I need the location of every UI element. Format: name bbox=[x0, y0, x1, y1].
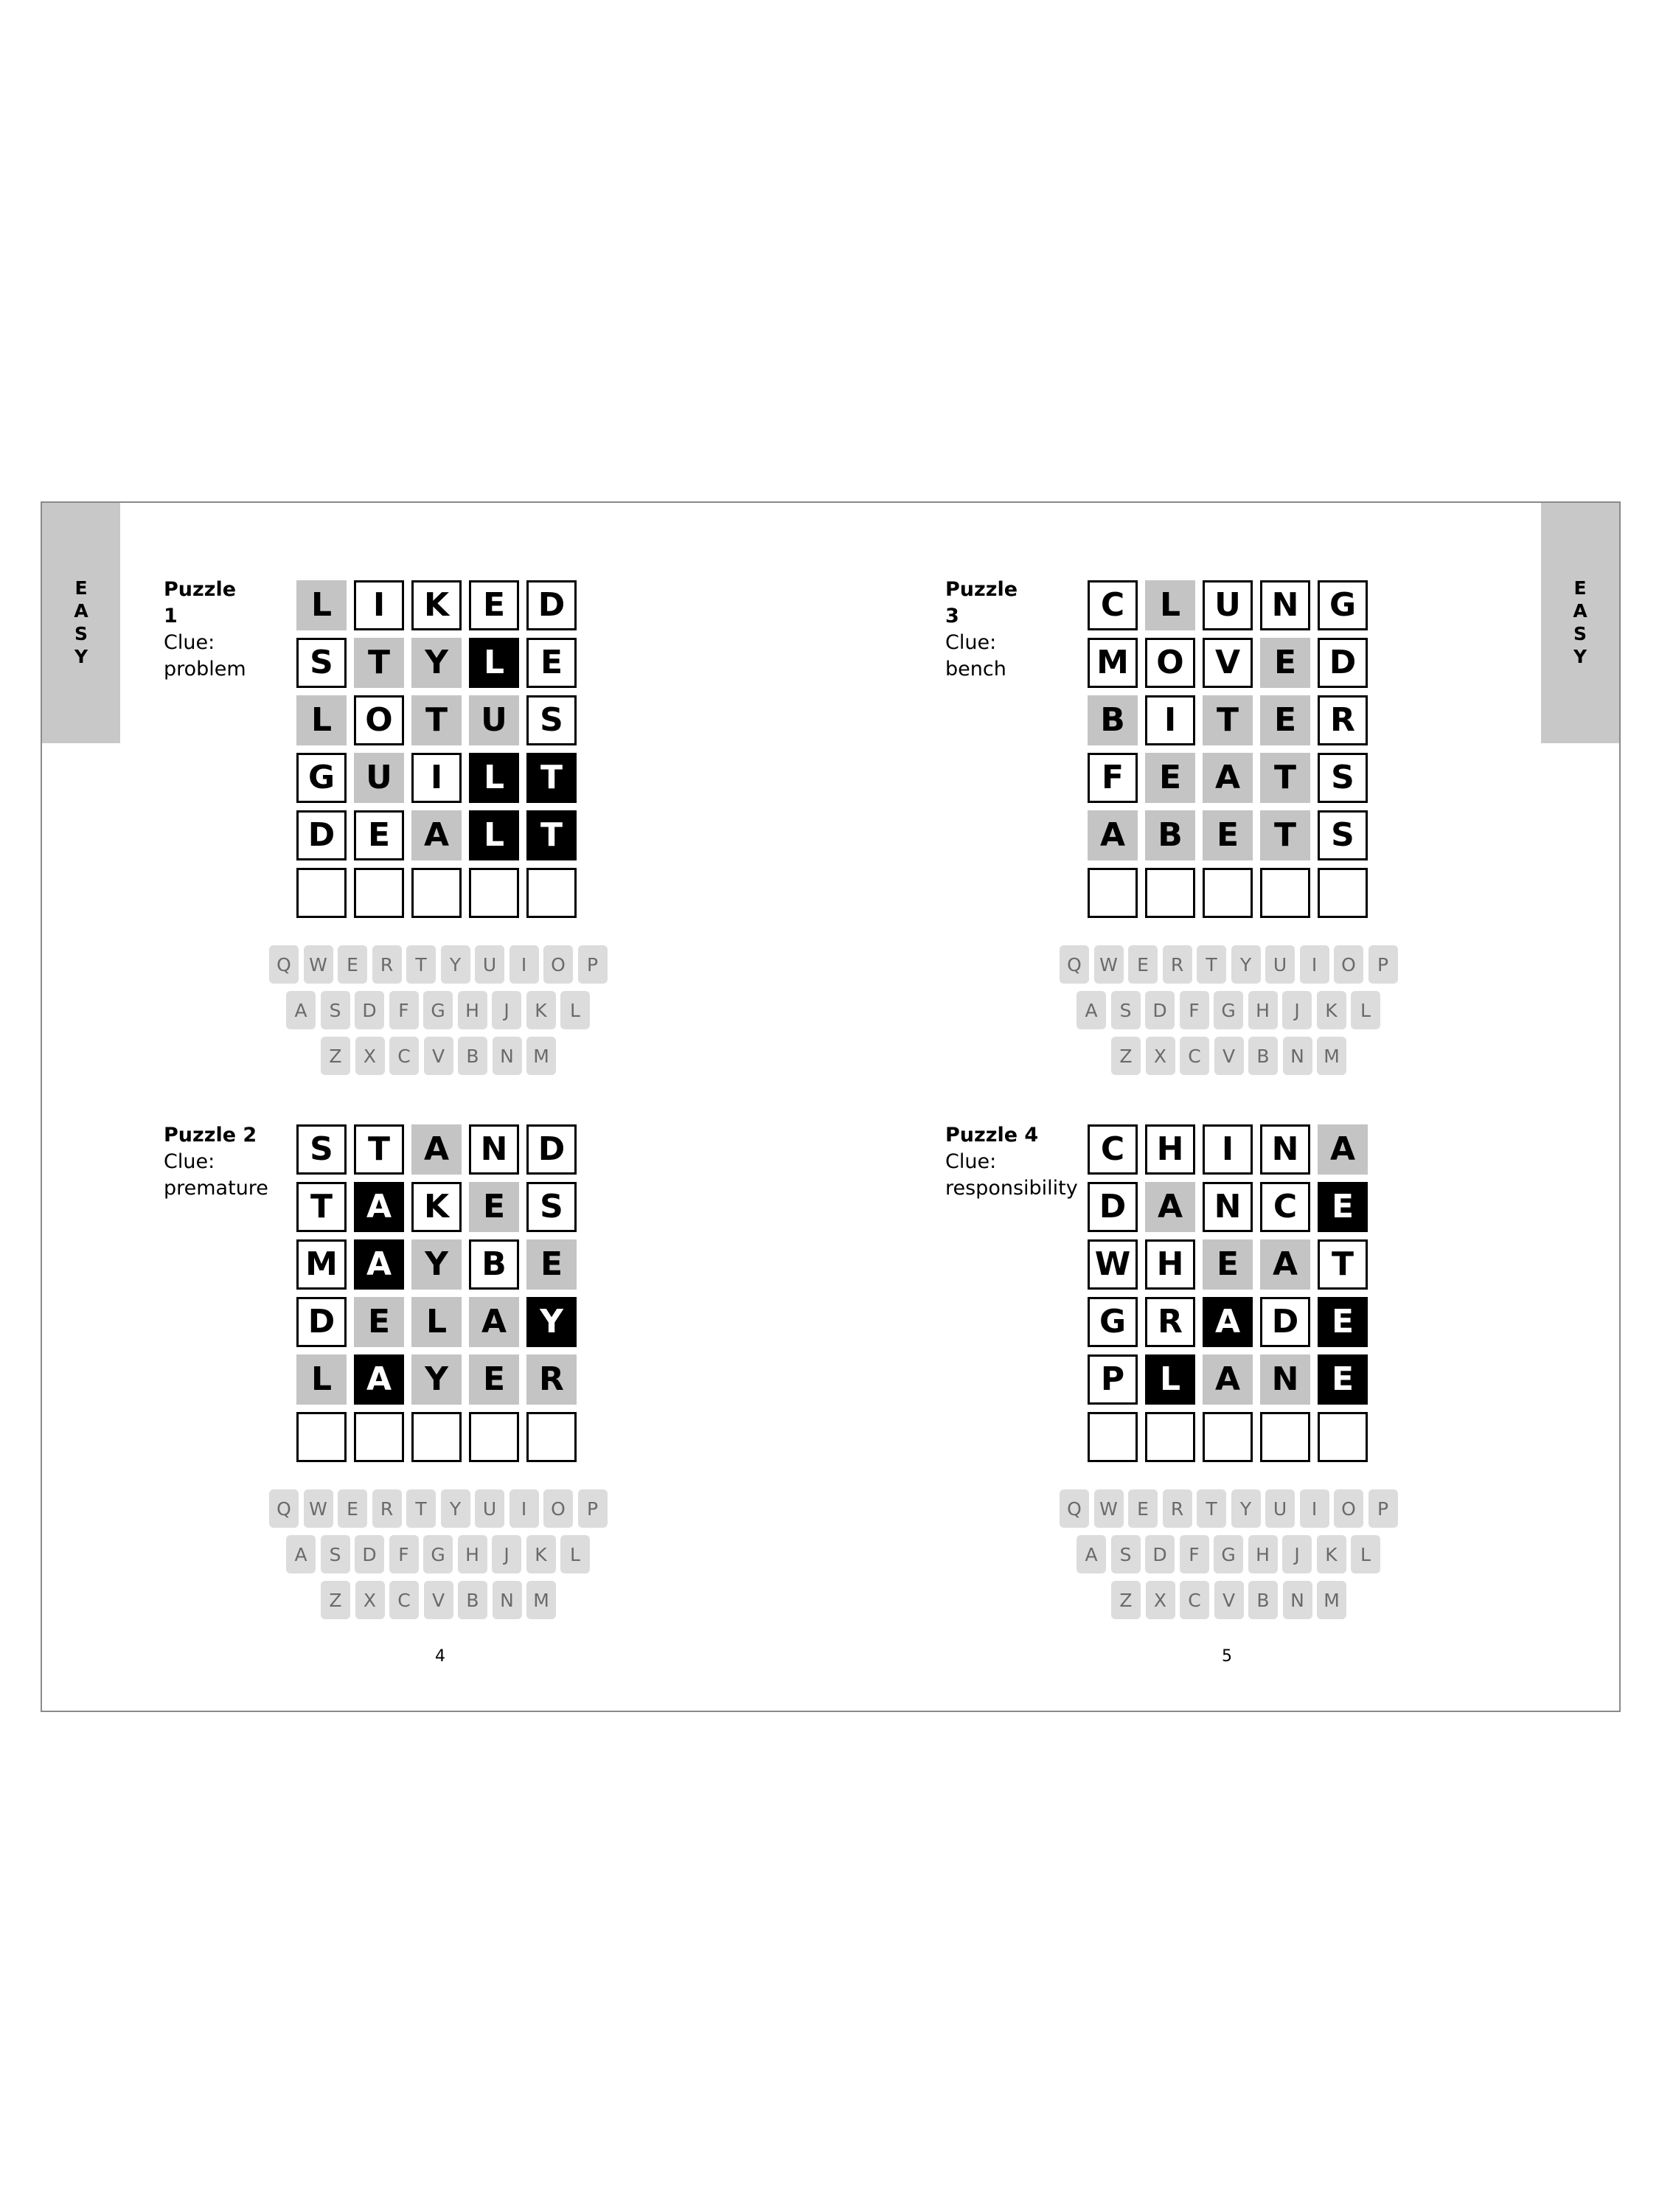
key-b[interactable]: B bbox=[1248, 1037, 1278, 1075]
puzzle-title: Puzzle 4 bbox=[945, 1124, 1039, 1147]
key-n[interactable]: N bbox=[1283, 1037, 1312, 1075]
letter-cell-gray: E bbox=[1260, 638, 1310, 688]
letter-cell-gray: L bbox=[411, 1297, 462, 1347]
letter-cell-white: S bbox=[526, 1182, 577, 1232]
key-f[interactable]: F bbox=[1180, 1535, 1209, 1573]
key-q[interactable]: Q bbox=[1060, 945, 1089, 984]
key-j[interactable]: J bbox=[492, 991, 521, 1029]
letter-cell-white: D bbox=[526, 1124, 577, 1175]
letter-cell-white: I bbox=[1145, 695, 1195, 745]
letter-cell-white: C bbox=[1088, 1124, 1138, 1175]
letter-cell-white: D bbox=[296, 1297, 347, 1347]
book-spread bbox=[41, 501, 1621, 1712]
letter-cell-gray: U bbox=[354, 753, 404, 803]
empty-guess-cell[interactable] bbox=[1088, 1412, 1138, 1462]
key-d[interactable]: D bbox=[355, 991, 384, 1029]
empty-guess-cell[interactable] bbox=[1203, 1412, 1253, 1462]
letter-cell-white: G bbox=[1088, 1297, 1138, 1347]
key-s[interactable]: S bbox=[1111, 1535, 1141, 1573]
empty-guess-cell[interactable] bbox=[1203, 868, 1253, 918]
letter-cell-white: D bbox=[1318, 638, 1368, 688]
letter-cell-white: H bbox=[1145, 1239, 1195, 1290]
key-k[interactable]: K bbox=[1317, 1535, 1346, 1573]
letter-cell-black: A bbox=[354, 1182, 404, 1232]
letter-cell-gray: L bbox=[296, 695, 347, 745]
letter-cell-gray: N bbox=[1260, 1354, 1310, 1405]
key-t[interactable]: T bbox=[406, 945, 436, 984]
key-h[interactable]: H bbox=[458, 991, 487, 1029]
letter-cell-black: E bbox=[1318, 1354, 1368, 1405]
key-b[interactable]: B bbox=[458, 1581, 487, 1619]
empty-guess-cell[interactable] bbox=[1145, 1412, 1195, 1462]
letter-cell-white: N bbox=[469, 1124, 519, 1175]
tab-letter: E bbox=[74, 577, 88, 599]
key-p[interactable]: P bbox=[1368, 1489, 1398, 1528]
empty-guess-cell[interactable] bbox=[1318, 868, 1368, 918]
key-v[interactable]: V bbox=[424, 1037, 453, 1075]
empty-guess-cell[interactable] bbox=[354, 868, 404, 918]
letter-cell-gray: L bbox=[1145, 580, 1195, 630]
empty-guess-cell[interactable] bbox=[1088, 868, 1138, 918]
letter-cell-white: W bbox=[1088, 1239, 1138, 1290]
tab-letter: A bbox=[1573, 600, 1587, 622]
key-r[interactable]: R bbox=[372, 945, 402, 984]
letter-cell-black: T bbox=[526, 810, 577, 860]
key-e[interactable]: E bbox=[1128, 1489, 1158, 1528]
letter-cell-gray: E bbox=[1203, 810, 1253, 860]
key-n[interactable]: N bbox=[1283, 1581, 1312, 1619]
key-m[interactable]: M bbox=[1317, 1581, 1346, 1619]
tab-letter: Y bbox=[1573, 646, 1587, 667]
letter-cell-gray: R bbox=[526, 1354, 577, 1405]
letter-cell-white: O bbox=[1145, 638, 1195, 688]
letter-cell-gray: E bbox=[526, 1239, 577, 1290]
key-z[interactable]: Z bbox=[1111, 1581, 1141, 1619]
letter-cell-gray: A bbox=[1203, 753, 1253, 803]
key-u[interactable]: U bbox=[1265, 1489, 1295, 1528]
letter-cell-gray: T bbox=[354, 638, 404, 688]
letter-cell-white: N bbox=[1203, 1182, 1253, 1232]
letter-cell-white: S bbox=[1318, 810, 1368, 860]
key-s[interactable]: S bbox=[321, 991, 350, 1029]
letter-cell-white: E bbox=[469, 580, 519, 630]
key-w[interactable]: W bbox=[1094, 945, 1124, 984]
key-a[interactable]: A bbox=[1077, 991, 1106, 1029]
puzzle-title: Puzzle 1 bbox=[164, 578, 237, 627]
key-l[interactable]: L bbox=[560, 1535, 590, 1573]
key-r[interactable]: R bbox=[372, 1489, 402, 1528]
letter-cell-gray: A bbox=[411, 1124, 462, 1175]
letter-cell-white: K bbox=[411, 580, 462, 630]
key-k[interactable]: K bbox=[526, 991, 556, 1029]
key-i[interactable]: I bbox=[509, 1489, 539, 1528]
empty-guess-cell[interactable] bbox=[411, 1412, 462, 1462]
puzzle-title: Puzzle 3 bbox=[945, 578, 1018, 627]
key-p[interactable]: P bbox=[578, 1489, 608, 1528]
key-d[interactable]: D bbox=[1145, 991, 1175, 1029]
key-f[interactable]: F bbox=[389, 1535, 419, 1573]
tab-letter: A bbox=[74, 600, 88, 622]
key-j[interactable]: J bbox=[492, 1535, 521, 1573]
key-c[interactable]: C bbox=[389, 1581, 419, 1619]
puzzle-clue: Clue: bench bbox=[945, 631, 1006, 681]
letter-cell-black: A bbox=[1203, 1297, 1253, 1347]
key-o[interactable]: O bbox=[1334, 945, 1363, 984]
key-b[interactable]: B bbox=[1248, 1581, 1278, 1619]
letter-cell-gray: A bbox=[1318, 1124, 1368, 1175]
key-a[interactable]: A bbox=[286, 1535, 316, 1573]
letter-cell-white: G bbox=[296, 753, 347, 803]
key-v[interactable]: V bbox=[1214, 1037, 1244, 1075]
puzzle-label bbox=[945, 1122, 1078, 1202]
letter-cell-white: D bbox=[296, 810, 347, 860]
empty-guess-cell[interactable] bbox=[411, 868, 462, 918]
letter-cell-black: E bbox=[1318, 1297, 1368, 1347]
key-u[interactable]: U bbox=[475, 945, 504, 984]
key-j[interactable]: J bbox=[1282, 1535, 1312, 1573]
key-w[interactable]: W bbox=[304, 945, 333, 984]
puzzle-clue: Clue: responsibility bbox=[945, 1150, 1078, 1200]
key-e[interactable]: E bbox=[338, 945, 367, 984]
letter-cell-gray: E bbox=[1203, 1239, 1253, 1290]
letter-cell-gray: E bbox=[1260, 695, 1310, 745]
key-h[interactable]: H bbox=[1248, 1535, 1278, 1573]
letter-cell-gray: T bbox=[1260, 753, 1310, 803]
key-x[interactable]: X bbox=[355, 1037, 385, 1075]
tab-letter: S bbox=[74, 623, 88, 644]
letter-cell-white: U bbox=[1203, 580, 1253, 630]
letter-cell-white: S bbox=[296, 638, 347, 688]
letter-cell-white: R bbox=[1318, 695, 1368, 745]
letter-cell-white: N bbox=[1260, 1124, 1310, 1175]
letter-cell-gray: E bbox=[469, 1354, 519, 1405]
letter-cell-gray: L bbox=[296, 1354, 347, 1405]
letter-cell-black: L bbox=[1145, 1354, 1195, 1405]
key-l[interactable]: L bbox=[1351, 1535, 1380, 1573]
key-g[interactable]: G bbox=[1214, 991, 1243, 1029]
letter-cell-gray: Y bbox=[411, 1239, 462, 1290]
letter-cell-gray: B bbox=[1145, 810, 1195, 860]
key-h[interactable]: H bbox=[458, 1535, 487, 1573]
letter-cell-black: A bbox=[354, 1354, 404, 1405]
letter-cell-white: T bbox=[296, 1182, 347, 1232]
key-d[interactable]: D bbox=[355, 1535, 384, 1573]
letter-cell-black: T bbox=[526, 753, 577, 803]
key-p[interactable]: P bbox=[578, 945, 608, 984]
key-b[interactable]: B bbox=[458, 1037, 487, 1075]
letter-cell-black: L bbox=[469, 638, 519, 688]
puzzle-label bbox=[945, 577, 1018, 683]
letter-cell-gray: U bbox=[469, 695, 519, 745]
empty-guess-cell[interactable] bbox=[296, 1412, 347, 1462]
key-g[interactable]: G bbox=[423, 991, 453, 1029]
puzzle-clue: Clue: problem bbox=[164, 631, 246, 681]
letter-cell-white: V bbox=[1203, 638, 1253, 688]
empty-guess-cell[interactable] bbox=[526, 868, 577, 918]
key-t[interactable]: T bbox=[1197, 945, 1226, 984]
key-y[interactable]: Y bbox=[1231, 945, 1261, 984]
letter-cell-white: C bbox=[1088, 580, 1138, 630]
tab-letter: E bbox=[1573, 577, 1587, 599]
key-e[interactable]: E bbox=[1128, 945, 1158, 984]
puzzle-title: Puzzle 2 bbox=[164, 1124, 257, 1147]
letter-cell-white: D bbox=[526, 580, 577, 630]
difficulty-tab-left bbox=[42, 503, 120, 743]
key-j[interactable]: J bbox=[1282, 991, 1312, 1029]
letter-cell-white: B bbox=[469, 1239, 519, 1290]
key-l[interactable]: L bbox=[1351, 991, 1380, 1029]
letter-cell-white: M bbox=[296, 1239, 347, 1290]
tab-letter: Y bbox=[74, 646, 88, 667]
key-s[interactable]: S bbox=[1111, 991, 1141, 1029]
letter-cell-white: I bbox=[411, 753, 462, 803]
empty-guess-cell[interactable] bbox=[1318, 1412, 1368, 1462]
letter-cell-gray: A bbox=[1145, 1182, 1195, 1232]
key-h[interactable]: H bbox=[1248, 991, 1278, 1029]
letter-cell-white: D bbox=[1088, 1182, 1138, 1232]
key-z[interactable]: Z bbox=[321, 1581, 350, 1619]
key-i[interactable]: I bbox=[1300, 945, 1329, 984]
key-c[interactable]: C bbox=[1180, 1037, 1209, 1075]
key-o[interactable]: O bbox=[543, 1489, 573, 1528]
empty-guess-cell[interactable] bbox=[296, 868, 347, 918]
letter-cell-gray: A bbox=[411, 810, 462, 860]
letter-cell-white: I bbox=[354, 580, 404, 630]
letter-cell-white: M bbox=[1088, 638, 1138, 688]
letter-cell-gray: A bbox=[1088, 810, 1138, 860]
key-w[interactable]: W bbox=[1094, 1489, 1124, 1528]
key-u[interactable]: U bbox=[475, 1489, 504, 1528]
letter-cell-white: S bbox=[296, 1124, 347, 1175]
key-r[interactable]: R bbox=[1163, 945, 1192, 984]
letter-cell-gray: A bbox=[1260, 1239, 1310, 1290]
key-y[interactable]: Y bbox=[441, 1489, 470, 1528]
key-l[interactable]: L bbox=[560, 991, 590, 1029]
key-g[interactable]: G bbox=[423, 1535, 453, 1573]
key-c[interactable]: C bbox=[1180, 1581, 1209, 1619]
key-z[interactable]: Z bbox=[1111, 1037, 1141, 1075]
letter-cell-white: R bbox=[1145, 1297, 1195, 1347]
letter-cell-gray: Y bbox=[411, 638, 462, 688]
puzzle-label bbox=[164, 1122, 268, 1202]
empty-guess-cell[interactable] bbox=[469, 1412, 519, 1462]
key-s[interactable]: S bbox=[321, 1535, 350, 1573]
key-a[interactable]: A bbox=[1077, 1535, 1106, 1573]
key-u[interactable]: U bbox=[1265, 945, 1295, 984]
letter-cell-white: C bbox=[1260, 1182, 1310, 1232]
letter-cell-white: I bbox=[1203, 1124, 1253, 1175]
key-x[interactable]: X bbox=[1146, 1581, 1175, 1619]
letter-cell-gray: E bbox=[1145, 753, 1195, 803]
key-t[interactable]: T bbox=[406, 1489, 436, 1528]
key-k[interactable]: K bbox=[526, 1535, 556, 1573]
letter-cell-black: Y bbox=[526, 1297, 577, 1347]
letter-cell-white: D bbox=[1260, 1297, 1310, 1347]
key-m[interactable]: M bbox=[1317, 1037, 1346, 1075]
empty-guess-cell[interactable] bbox=[1260, 868, 1310, 918]
letter-cell-gray: E bbox=[354, 1297, 404, 1347]
key-w[interactable]: W bbox=[304, 1489, 333, 1528]
key-f[interactable]: F bbox=[389, 991, 419, 1029]
empty-guess-cell[interactable] bbox=[526, 1412, 577, 1462]
letter-cell-white: H bbox=[1145, 1124, 1195, 1175]
letter-cell-white: F bbox=[1088, 753, 1138, 803]
key-k[interactable]: K bbox=[1317, 991, 1346, 1029]
empty-guess-cell[interactable] bbox=[1260, 1412, 1310, 1462]
key-q[interactable]: Q bbox=[269, 945, 299, 984]
letter-cell-white: P bbox=[1088, 1354, 1138, 1405]
letter-cell-gray: A bbox=[1203, 1354, 1253, 1405]
key-m[interactable]: M bbox=[526, 1581, 556, 1619]
letter-cell-white: N bbox=[1260, 580, 1310, 630]
key-i[interactable]: I bbox=[1300, 1489, 1329, 1528]
page-number-right: 5 bbox=[1222, 1647, 1232, 1666]
letter-cell-black: L bbox=[469, 810, 519, 860]
key-o[interactable]: O bbox=[543, 945, 573, 984]
letter-cell-gray: A bbox=[469, 1297, 519, 1347]
letter-cell-gray: L bbox=[296, 580, 347, 630]
key-y[interactable]: Y bbox=[1231, 1489, 1261, 1528]
puzzle-clue: Clue: premature bbox=[164, 1150, 268, 1200]
tab-letter: S bbox=[1573, 623, 1587, 644]
letter-cell-gray: E bbox=[469, 1182, 519, 1232]
key-c[interactable]: C bbox=[389, 1037, 419, 1075]
key-q[interactable]: Q bbox=[1060, 1489, 1089, 1528]
key-g[interactable]: G bbox=[1214, 1535, 1243, 1573]
key-e[interactable]: E bbox=[338, 1489, 367, 1528]
key-v[interactable]: V bbox=[424, 1581, 453, 1619]
letter-cell-gray: T bbox=[1203, 695, 1253, 745]
key-o[interactable]: O bbox=[1334, 1489, 1363, 1528]
letter-cell-black: L bbox=[469, 753, 519, 803]
letter-cell-gray: Y bbox=[411, 1354, 462, 1405]
letter-cell-white: S bbox=[526, 695, 577, 745]
key-p[interactable]: P bbox=[1368, 945, 1398, 984]
page-number-left: 4 bbox=[435, 1647, 445, 1666]
letter-cell-white: S bbox=[1318, 753, 1368, 803]
letter-cell-white: E bbox=[526, 638, 577, 688]
key-q[interactable]: Q bbox=[269, 1489, 299, 1528]
letter-cell-gray: T bbox=[411, 695, 462, 745]
key-n[interactable]: N bbox=[493, 1581, 522, 1619]
letter-cell-black: E bbox=[1318, 1182, 1368, 1232]
letter-cell-gray: B bbox=[1088, 695, 1138, 745]
key-t[interactable]: T bbox=[1197, 1489, 1226, 1528]
puzzle-label bbox=[164, 577, 246, 683]
key-a[interactable]: A bbox=[286, 991, 316, 1029]
key-y[interactable]: Y bbox=[441, 945, 470, 984]
letter-cell-white: K bbox=[411, 1182, 462, 1232]
difficulty-tab-right bbox=[1541, 503, 1619, 743]
letter-cell-white: T bbox=[354, 1124, 404, 1175]
letter-cell-white: G bbox=[1318, 580, 1368, 630]
key-v[interactable]: V bbox=[1214, 1581, 1244, 1619]
empty-guess-cell[interactable] bbox=[1145, 868, 1195, 918]
key-n[interactable]: N bbox=[493, 1037, 522, 1075]
key-d[interactable]: D bbox=[1145, 1535, 1175, 1573]
key-f[interactable]: F bbox=[1180, 991, 1209, 1029]
letter-cell-white: O bbox=[354, 695, 404, 745]
key-x[interactable]: X bbox=[1146, 1037, 1175, 1075]
key-i[interactable]: I bbox=[509, 945, 539, 984]
letter-cell-white: E bbox=[354, 810, 404, 860]
letter-cell-black: A bbox=[354, 1239, 404, 1290]
empty-guess-cell[interactable] bbox=[469, 868, 519, 918]
key-z[interactable]: Z bbox=[321, 1037, 350, 1075]
key-x[interactable]: X bbox=[355, 1581, 385, 1619]
letter-cell-gray: T bbox=[1260, 810, 1310, 860]
key-r[interactable]: R bbox=[1163, 1489, 1192, 1528]
key-m[interactable]: M bbox=[526, 1037, 556, 1075]
letter-cell-white: T bbox=[1318, 1239, 1368, 1290]
empty-guess-cell[interactable] bbox=[354, 1412, 404, 1462]
